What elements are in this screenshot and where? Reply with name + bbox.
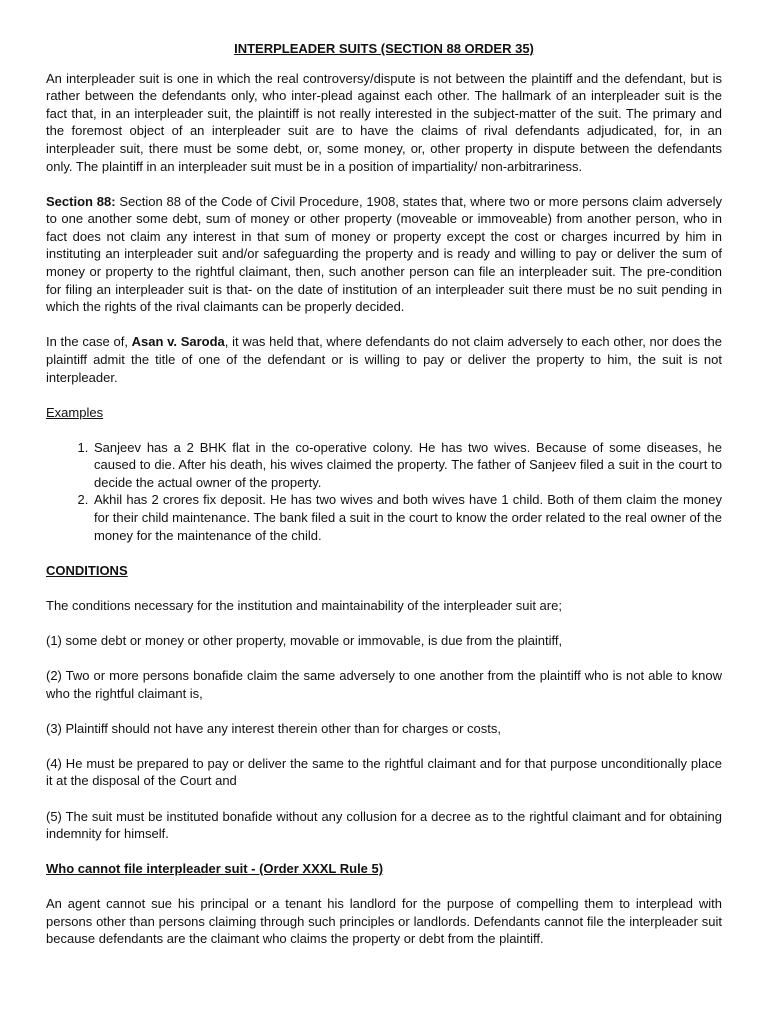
case-paragraph	[46, 333, 722, 386]
case-before: In the case of,	[46, 334, 132, 350]
document-page	[46, 40, 722, 948]
condition-3: (3) Plaintiff should not have any interest therein other than for charges or costs,	[46, 720, 502, 736]
condition-1: (1) some debt or money or other property, movable or immovable, is due from the plaintiff,	[46, 632, 563, 648]
document-title: INTERPLEADER SUITS (SECTION 88 ORDER 35)	[234, 41, 534, 56]
section-88-paragraph	[46, 193, 722, 316]
case-name: Asan v. Saroda	[131, 334, 225, 350]
section-88-label: Section 88:	[46, 193, 116, 209]
example-item-2: 2. Akhil has 2 crores fix deposit. He has two wives and both wives have 1 child. Both of them claim the money for their child maintenance. The bank filed a suit in the court to know the order related to the real owner of the money for the maintenance of the child.	[92, 491, 722, 544]
condition-4: (4) He must be prepared to pay or deliver the same to the rightful claimant and for that purpose unconditionally place it at the disposal of the Court and	[46, 755, 722, 789]
who-cannot-file-heading: Who cannot file interpleader suit - (Order XXXL Rule 5)	[46, 861, 384, 877]
example-item-1: 1. Sanjeev has a 2 BHK flat in the co-operative colony. He has two wives. Because of some diseases, he caused to die. After his death, his wives claimed the property. The father of Sanjeev filed a suit in the court to decide the actual owner of the property.	[92, 439, 722, 492]
conditions-heading: CONDITIONS	[46, 562, 128, 578]
intro-paragraph: An interpleader suit is one in which the real controversy/dispute is not between the plaintiff and the defendant, but is rather between the defendants only, who inter-plead against each other. The hallmark of an interpleader suit is the fact that, in an interpleader suit, the plaintiff is not really interested in the subject-matter of the suit. The primary and the foremost object of an interpleader suit are to have the claims of rival defendants adjudicated, for, in an interpleader suit, there must be some debt, or, some money, or, other property in dispute between the defendants only. The plaintiff in an interpleader suit must be in a position of impartiality/ non-arbitrariness.	[46, 70, 722, 174]
examples-heading: Examples	[46, 404, 104, 420]
conditions-lead: The conditions necessary for the institution and maintainability of the interpleader suit are;	[46, 597, 562, 613]
condition-5: (5) The suit must be instituted bonafide without any collusion for a decree as to the rightful claimant and for obtaining indemnity for himself.	[46, 808, 722, 842]
condition-2: (2) Two or more persons bonafide claim the same adversely to one another from the plaintiff who is not able to know who the rightful claimant is,	[46, 668, 722, 701]
case-after: , it was held that, where defendants do not claim adversely to each other, nor does the plaintiff admit the title of one of the defendant or is willing to pay or deliver the property to him, the suit is not interpleader.	[46, 334, 722, 385]
examples-list	[46, 439, 722, 545]
section-88-text: Section 88 of the Code of Civil Procedure, 1908, states that, where two or more persons claim adversely to one another some debt, sum of money or other property (moveable or immoveable) from another person, who in fact does not claim any interest in that sum of money or property except the cost or charges incurred by him in instituting an interpleader suit and/or safeguarding the property and is ready and willing to pay or deliver the sum of money or property to the rightful claimant, then, such another person can file an interpleader suit. The pre-condition for filing an interpleader suit is that- on the date of institution of an interpleader suit there must be no suit pending in which the rights of the rival claimants can be properly decided.	[46, 193, 722, 315]
who-cannot-file-paragraph: An agent cannot sue his principal or a tenant his landlord for the purpose of compelling them to interplead with persons other than persons claiming through such principles or landlords. Defendants cannot file the interpleader suit because defendants are the claimant who claims the property or debt from the plaintiff.	[46, 896, 722, 947]
